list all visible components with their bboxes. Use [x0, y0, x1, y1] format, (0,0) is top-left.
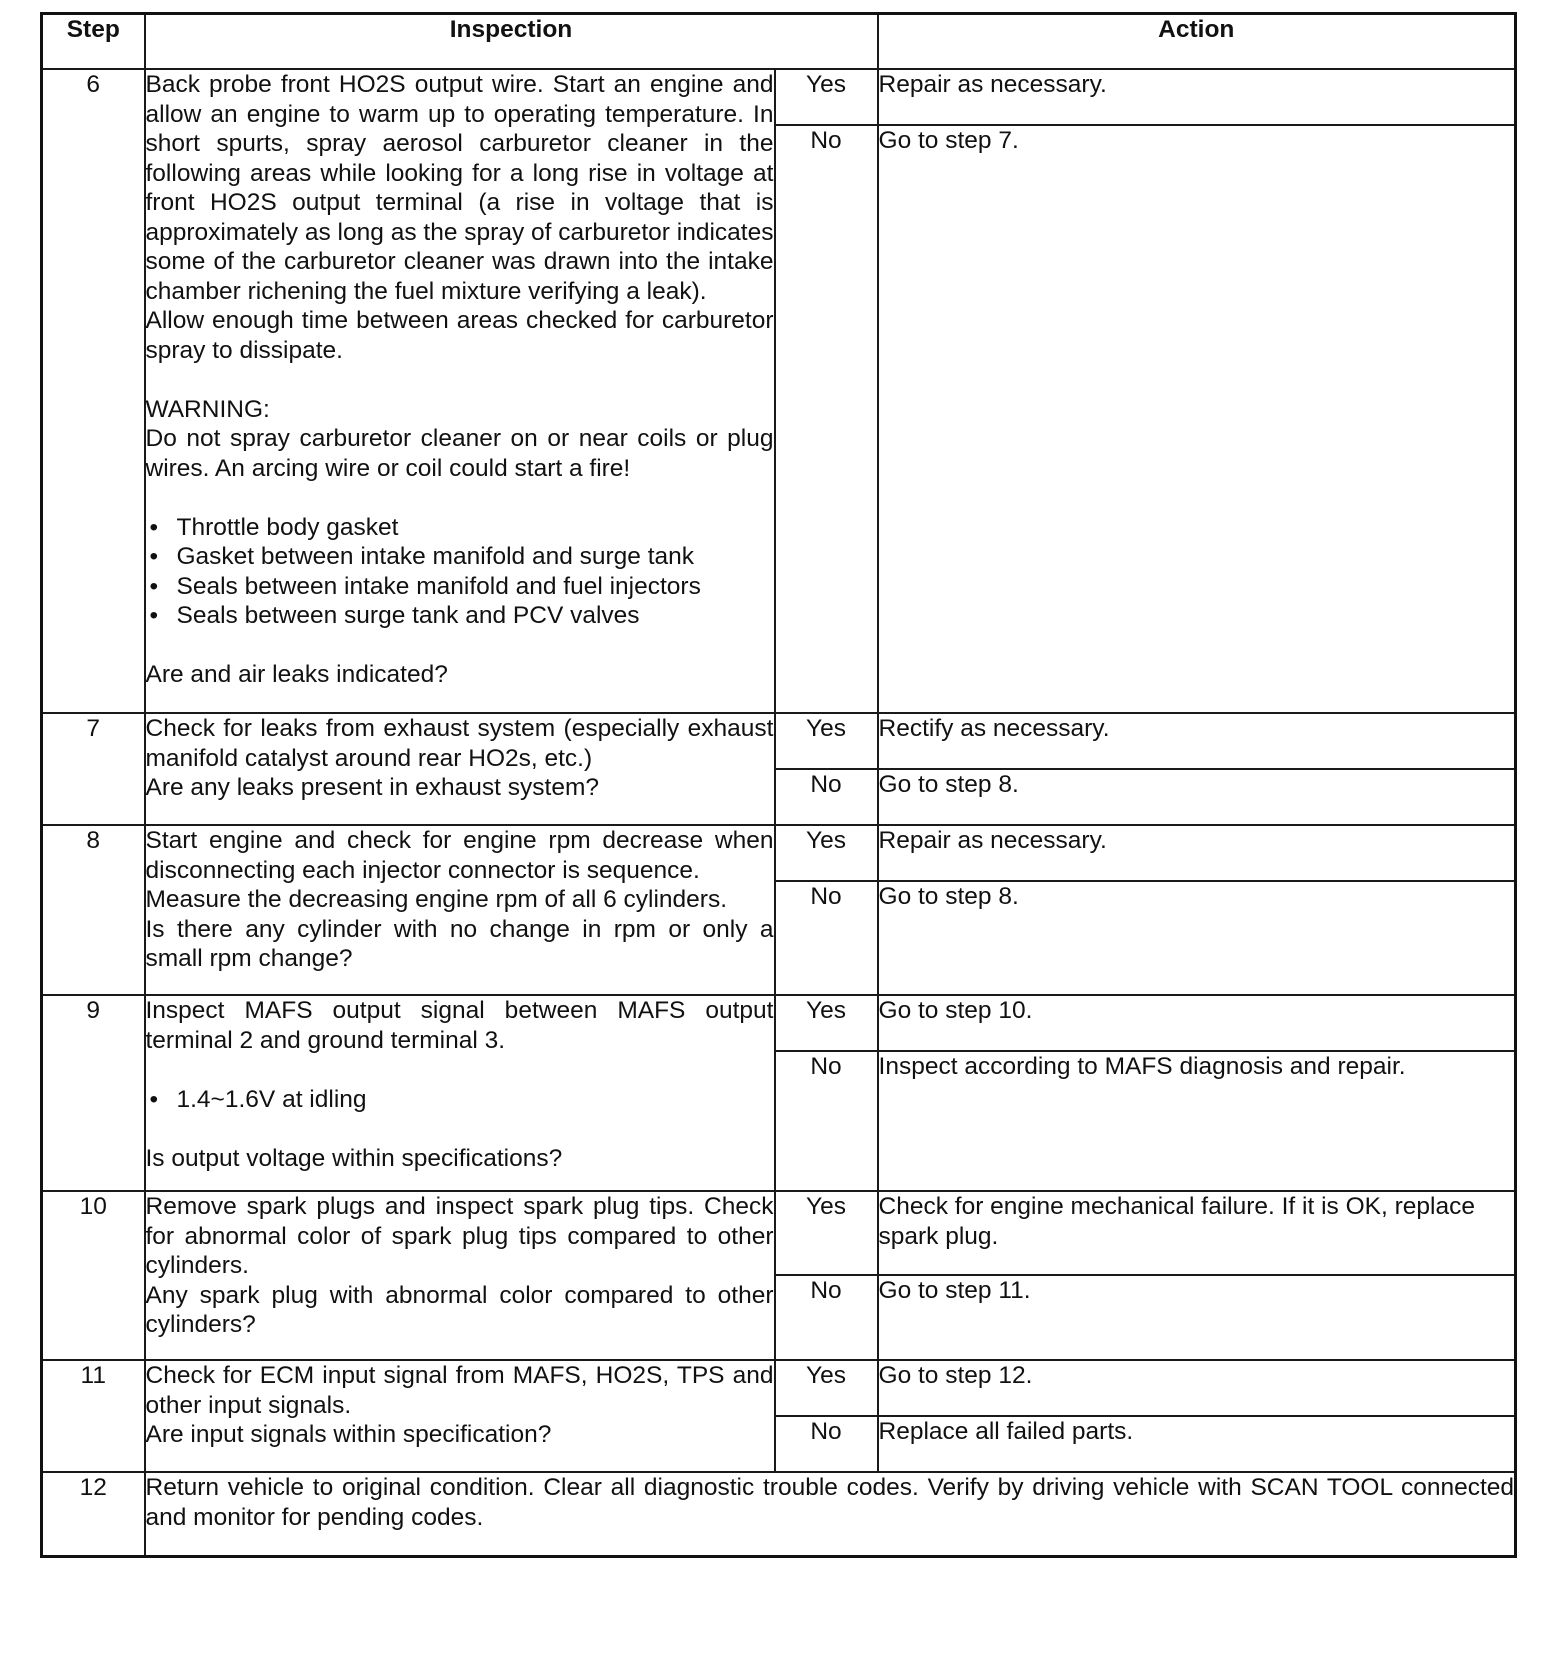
inspection-text: Check for ECM input signal from MAFS, HO2S, TPS and other input signals.	[145, 1362, 774, 1419]
list-item: • 1.4~1.6V at idling	[149, 1085, 367, 1113]
no-label: No	[775, 769, 878, 825]
step-number: 10	[42, 1191, 145, 1360]
no-action: Replace all failed parts.	[878, 1416, 1516, 1472]
yes-action: Repair as necessary.	[878, 69, 1516, 125]
bullet-icon: •	[149, 1085, 159, 1113]
list-item: • Seals between surge tank and PCV valves	[149, 602, 640, 629]
yes-label: Yes	[775, 1191, 878, 1275]
warning-title: WARNING:	[145, 395, 270, 423]
yes-action: Check for engine mechanical failure. If it is OK, replace spark plug.	[878, 1191, 1516, 1275]
step-number: 9	[42, 995, 145, 1191]
inspection-cell	[145, 825, 775, 995]
table-row	[42, 1360, 1516, 1416]
yes-action: Go to step 12.	[878, 1360, 1516, 1416]
check-list	[146, 513, 774, 631]
step-number: 12	[42, 1472, 145, 1556]
no-action: Inspect according to MAFS diagnosis and repair.	[878, 1051, 1516, 1191]
header-row	[42, 14, 1516, 70]
bullet-icon: •	[149, 572, 159, 600]
bullet-icon: •	[149, 543, 159, 570]
inspection-cell	[145, 69, 775, 713]
list-item: • Seals between intake manifold and fuel injectors	[149, 572, 701, 600]
no-label: No	[775, 881, 878, 995]
step-number: 11	[42, 1360, 145, 1472]
header-inspection: Inspection	[145, 14, 878, 70]
inspection-question: Are any leaks present in exhaust system?	[145, 774, 599, 801]
table-row	[42, 713, 1516, 769]
yes-label: Yes	[775, 69, 878, 125]
inspection-cell	[145, 1360, 775, 1472]
table-row	[42, 825, 1516, 881]
no-action: Go to step 8.	[878, 769, 1516, 825]
step-number: 8	[42, 825, 145, 995]
table-row	[42, 69, 1516, 125]
inspection-cell	[145, 1191, 775, 1360]
inspection-question: Is there any cylinder with no change in rpm or only a small rpm change?	[145, 915, 774, 972]
list-item: • Throttle body gasket	[149, 513, 399, 541]
inspection-text: Back probe front HO2S output wire. Start an engine and allow an engine to warm up to operating temperature. In short spurts, spray aerosol carburetor cleaner in the following areas while looking for a long rise in voltage at front HO2S output terminal (a rise in voltage that is approximately as long as the spray of carburetor indicates some of the carburetor cleaner was drawn into the intake chamber richening the fuel mixture verifying a leak).	[145, 71, 774, 305]
inspection-question: Is output voltage within specifications?	[145, 1144, 563, 1172]
yes-action: Rectify as necessary.	[878, 713, 1516, 769]
no-label: No	[775, 125, 878, 713]
bullet-icon: •	[149, 513, 159, 541]
header-step: Step	[42, 14, 145, 70]
yes-action: Go to step 10.	[878, 995, 1516, 1051]
inspection-text: Measure the decreasing engine rpm of all 6 cylinders.	[145, 886, 728, 913]
yes-label: Yes	[775, 825, 878, 881]
inspection-cell	[145, 713, 775, 825]
check-list	[146, 1085, 774, 1115]
step-number: 7	[42, 713, 145, 825]
yes-label: Yes	[775, 1360, 878, 1416]
yes-label: Yes	[775, 713, 878, 769]
no-label: No	[775, 1275, 878, 1360]
inspection-cell: Return vehicle to original condition. Clear all diagnostic trouble codes. Verify by driving vehicle with SCAN TOOL connected and monitor for pending codes.	[145, 1472, 1516, 1556]
table-row	[42, 995, 1516, 1051]
inspection-question: Are and air leaks indicated?	[145, 661, 448, 688]
inspection-cell	[145, 995, 775, 1191]
no-label: No	[775, 1416, 878, 1472]
diagnostic-table	[40, 12, 1517, 1558]
warning-text: Do not spray carburetor cleaner on or near coils or plug wires. An arcing wire or coil could start a fire!	[145, 425, 774, 482]
list-item: • Gasket between intake manifold and surge tank	[149, 543, 695, 570]
table-row	[42, 1191, 1516, 1275]
no-action: Go to step 7.	[878, 125, 1516, 713]
bullet-icon: •	[149, 602, 159, 629]
inspection-text: Remove spark plugs and inspect spark plug tips. Check for abnormal color of spark plug tips compared to other cylinders.	[145, 1193, 774, 1279]
header-action: Action	[878, 14, 1516, 70]
inspection-question: Are input signals within specification?	[145, 1421, 552, 1448]
inspection-text: Inspect MAFS output signal between MAFS output terminal 2 and ground terminal 3.	[145, 997, 774, 1054]
yes-action: Repair as necessary.	[878, 825, 1516, 881]
yes-label: Yes	[775, 995, 878, 1051]
no-label: No	[775, 1051, 878, 1191]
no-action: Go to step 8.	[878, 881, 1516, 995]
inspection-text: Start engine and check for engine rpm decrease when disconnecting each injector connector is sequence.	[145, 827, 774, 884]
inspection-question: Any spark plug with abnormal color compared to other cylinders?	[145, 1281, 774, 1338]
table-row	[42, 1472, 1516, 1556]
inspection-text: Allow enough time between areas checked for carburetor spray to dissipate.	[145, 307, 774, 364]
step-number: 6	[42, 69, 145, 713]
no-action: Go to step 11.	[878, 1275, 1516, 1360]
inspection-text: Check for leaks from exhaust system (especially exhaust manifold catalyst around rear HO2s, etc.)	[145, 715, 774, 772]
